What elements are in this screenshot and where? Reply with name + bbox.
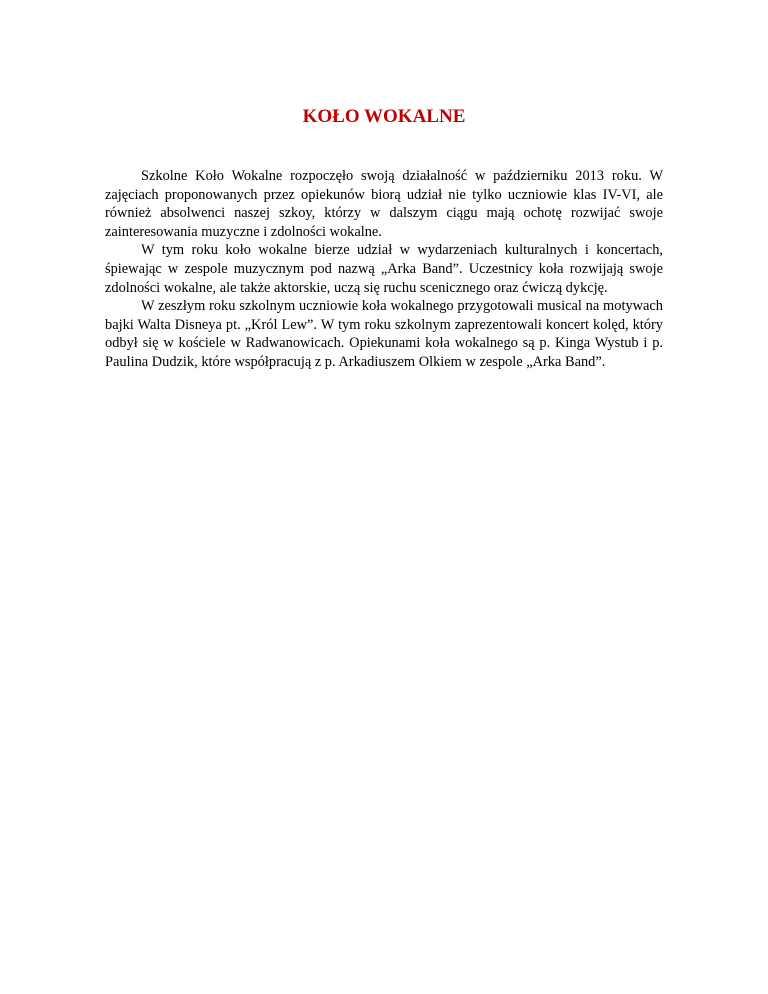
paragraph-3: W zeszłym roku szkolnym uczniowie koła wokalnego przygotowali musical na motywach bajki Walta Disneya pt. „Król Lew”. W tym roku szkolnym zaprezentowali koncert kolęd, który odbył się w kościele w Radwanowicach. Opiekunami koła wokalnego są p. Kinga Wystub i p. Paulina Dudzik, które współpracują z p. Arkadiuszem Olkiem w zespole „Arka Band”. <box>105 298 663 370</box>
paragraph-2: W tym roku koło wokalne bierze udział w wydarzeniach kulturalnych i koncertach, śpiewając w zespole muzycznym pod nazwą „Arka Band”. Uczestnicy koła rozwijają swoje zdolności wokalne, ale także aktorskie, uczą się ruchu scenicznego oraz ćwiczą dykcję. <box>105 242 663 296</box>
page-title: KOŁO WOKALNE <box>302 106 466 127</box>
document-body <box>105 167 663 372</box>
paragraph-1: Szkolne Koło Wokalne rozpoczęło swoją działalność w październiku 2013 roku. W zajęciach proponowanych przez opiekunów biorą udział nie tylko uczniowie klas IV-VI, ale również absolwenci naszej szkoy, którzy w dalszym ciągu mają ochotę rozwijać swoje zainteresowania muzyczne i zdolności wokalne. <box>105 168 663 240</box>
